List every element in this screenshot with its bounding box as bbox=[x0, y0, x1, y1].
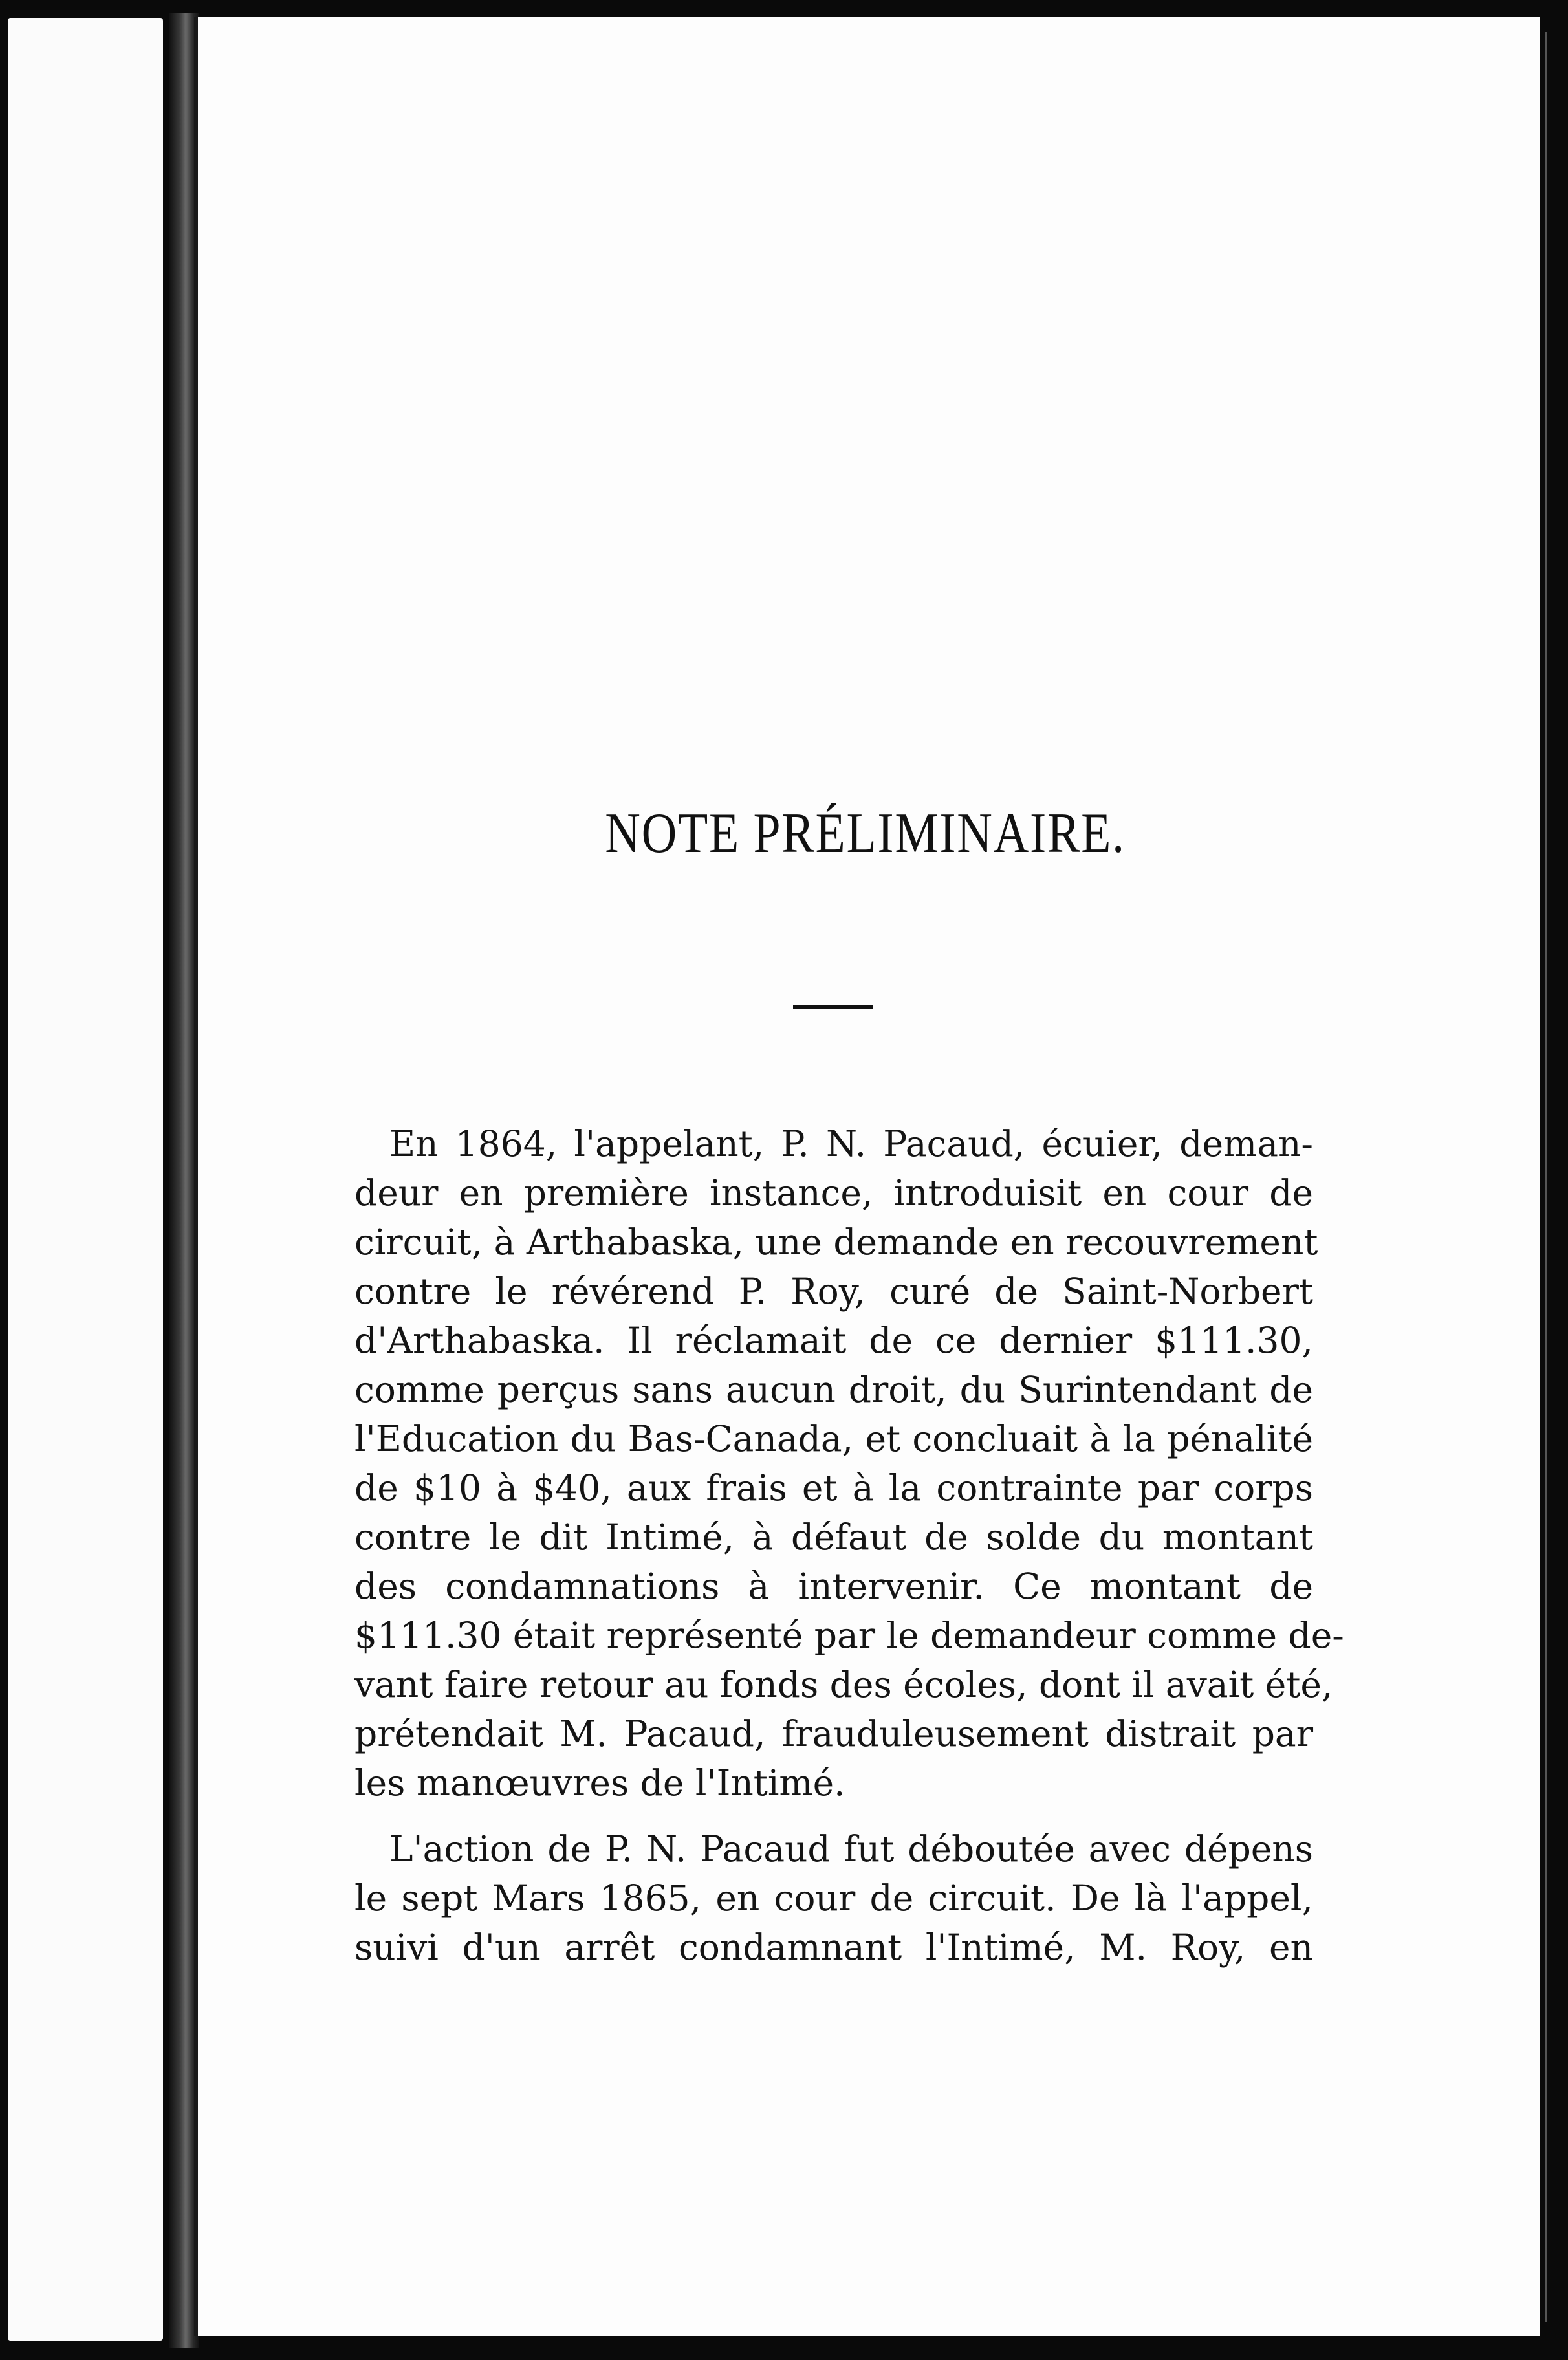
text-line: L'action de P. N. Pacaud fut déboutée avec dépens bbox=[389, 1828, 1313, 1870]
text-line: contre le dit Intimé, à défaut de solde du montant bbox=[354, 1516, 1313, 1558]
page-border-right bbox=[1540, 13, 1568, 2348]
text-line: vant faire retour au fonds des écoles, dont il avait été, bbox=[354, 1664, 1333, 1705]
text-line: suivi d'un arrêt condamnant l'Intimé, M. Roy, en bbox=[354, 1927, 1313, 1968]
text-line: contre le révérend P. Roy, curé de Saint-Norbert bbox=[354, 1271, 1313, 1312]
text-line: l'Education du Bas-Canada, et concluait à la pénalité bbox=[354, 1418, 1313, 1459]
page-title: NOTE PRÉLIMINAIRE. bbox=[605, 802, 1126, 865]
text-line: En 1864, l'appelant, P. N. Pacaud, écuier, deman- bbox=[389, 1123, 1313, 1164]
text-line: le sept Mars 1865, en cour de circuit. De là l'appel, bbox=[354, 1877, 1313, 1919]
text-line: d'Arthabaska. Il réclamait de ce dernier $111.30, bbox=[354, 1320, 1313, 1361]
paragraph-2 bbox=[354, 1824, 1313, 1972]
paragraph-1 bbox=[354, 1119, 1344, 1808]
body-text bbox=[354, 1119, 1344, 1972]
page-edge-line bbox=[1545, 32, 1547, 2322]
previous-page-edge bbox=[8, 18, 163, 2341]
text-line: les manœuvres de l'Intimé. bbox=[354, 1762, 845, 1804]
text-line: des condamnations à intervenir. Ce montant de bbox=[354, 1566, 1313, 1607]
paragraph-spacer bbox=[354, 1808, 1313, 1824]
text-line: $111.30 était représenté par le demandeur comme de- bbox=[354, 1615, 1344, 1656]
text-line: prétendait M. Pacaud, frauduleusement distrait par bbox=[354, 1713, 1313, 1754]
text-line: deur en première instance, introduisit en cour de bbox=[354, 1172, 1313, 1214]
text-line: circuit, à Arthabaska, une demande en recouvrement bbox=[354, 1221, 1318, 1263]
text-line: comme perçus sans aucun droit, du Surintendant de bbox=[354, 1369, 1313, 1410]
title-rule bbox=[793, 1005, 873, 1009]
text-line: de $10 à $40, aux frais et à la contrainte par corps bbox=[354, 1467, 1313, 1509]
